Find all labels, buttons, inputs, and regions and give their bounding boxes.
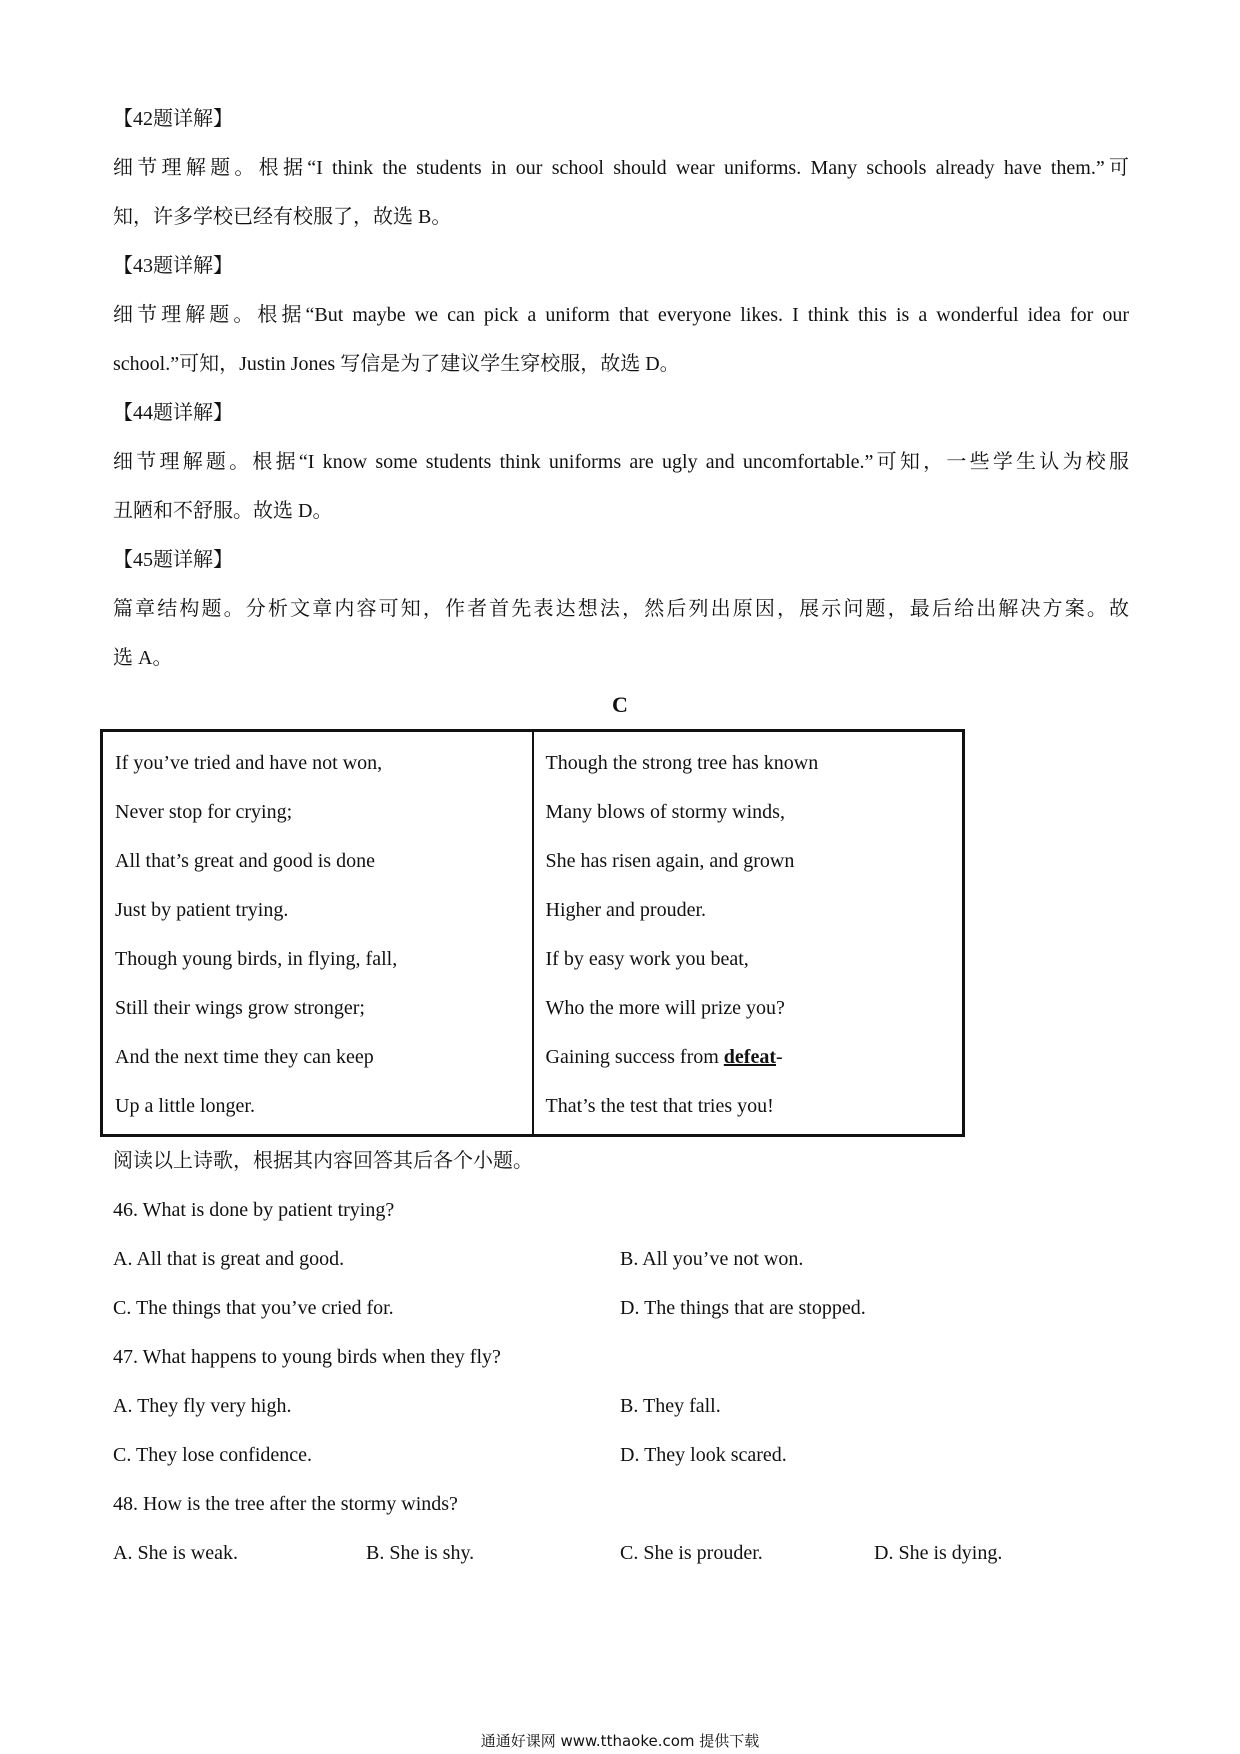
question-46-option-b: B. All you’ve not won. <box>620 1248 804 1270</box>
poem-line: Many blows of stormy winds, <box>545 801 785 823</box>
poem-left-column <box>102 731 533 1136</box>
explanation-43-heading: 【43题详解】 <box>113 255 233 277</box>
poem-line-defeat <box>534 1033 963 1082</box>
question-46-option-c: C. The things that you’ve cried for. <box>113 1297 394 1319</box>
explanation-42-heading: 【42题详解】 <box>113 108 233 130</box>
poem-line-text: Gaining success from <box>545 1046 724 1068</box>
explanation-44-heading: 【44题详解】 <box>113 402 233 424</box>
defeat-word: defeat <box>723 1046 776 1068</box>
instruction-text: 阅读以上诗歌，根据其内容回答其后各个小题。 <box>113 1150 533 1172</box>
poem-line: Though young birds, in flying, fall, <box>115 948 398 970</box>
defeat-dash: - <box>776 1046 783 1068</box>
question-48-option-b: B. She is shy. <box>366 1542 475 1564</box>
poem-line: That’s the test that tries you! <box>545 1095 774 1117</box>
question-48-option-d: D. She is dying. <box>874 1542 1003 1564</box>
poem-line: Higher and prouder. <box>545 899 707 921</box>
footer-text: 通通好课网 www.tthaoke.com 提供下载 <box>480 1732 760 1750</box>
explanation-45-text-cont: 选 A。 <box>113 647 173 669</box>
question-46-option-d: D. The things that are stopped. <box>620 1297 866 1319</box>
explanation-43-text: 细节理解题。根据“But maybe we can pick a uniform that everyone likes. I think this is a wonderful idea for our <box>113 304 1129 326</box>
question-46-stem: 46. What is done by patient trying? <box>113 1199 395 1221</box>
explanation-45-text: 篇章结构题。分析文章内容可知，作者首先表达想法，然后列出原因，展示问题，最后给出解决方案。故 <box>113 598 1129 620</box>
question-47-option-c: C. They lose confidence. <box>113 1444 313 1466</box>
question-47-stem: 47. What happens to young birds when they fly? <box>113 1346 501 1368</box>
poem-line: Though the strong tree has known <box>545 752 819 774</box>
question-48-stem: 48. How is the tree after the stormy winds? <box>113 1493 458 1515</box>
poem-line: Never stop for crying; <box>115 801 293 823</box>
explanation-44-text-cont: 丑陋和不舒服。故选 D。 <box>113 500 333 522</box>
poem-right-column <box>533 731 964 1136</box>
explanation-45-heading: 【45题详解】 <box>113 549 233 571</box>
explanation-42-text: 细节理解题。根据“I think the students in our school should wear uniforms. Many schools already have them.”可 <box>113 157 1129 179</box>
poem-line: If by easy work you beat, <box>545 948 749 970</box>
section-letter: C <box>612 692 628 717</box>
question-47-option-a: A. They fly very high. <box>113 1395 292 1417</box>
question-46-option-a: A. All that is great and good. <box>113 1248 345 1270</box>
question-47-option-d: D. They look scared. <box>620 1444 787 1466</box>
poem-line: Still their wings grow stronger; <box>115 997 365 1019</box>
question-48-option-c: C. She is prouder. <box>620 1542 763 1564</box>
poem-line: She has risen again, and grown <box>545 850 795 872</box>
explanation-44-text: 细节理解题。根据“I know some students think uniforms are ugly and uncomfortable.”可知，一些学生认为校服 <box>113 451 1129 473</box>
poem-line: All that’s great and good is done <box>115 850 375 872</box>
poem-line: Who the more will prize you? <box>545 997 785 1019</box>
explanation-43-text-cont: school.”可知，Justin Jones 写信是为了建议学生穿校服，故选 D。 <box>113 353 680 375</box>
explanation-42-text-cont: 知，许多学校已经有校服了，故选 B。 <box>113 206 452 228</box>
question-47-option-b: B. They fall. <box>620 1395 721 1417</box>
question-48-option-a: A. She is weak. <box>113 1542 238 1564</box>
poem-line: If you’ve tried and have not won, <box>115 752 383 774</box>
poem-line: Up a little longer. <box>115 1095 255 1117</box>
poem-table <box>100 729 965 1137</box>
poem-line: And the next time they can keep <box>115 1046 374 1068</box>
poem-line: Just by patient trying. <box>115 899 289 921</box>
